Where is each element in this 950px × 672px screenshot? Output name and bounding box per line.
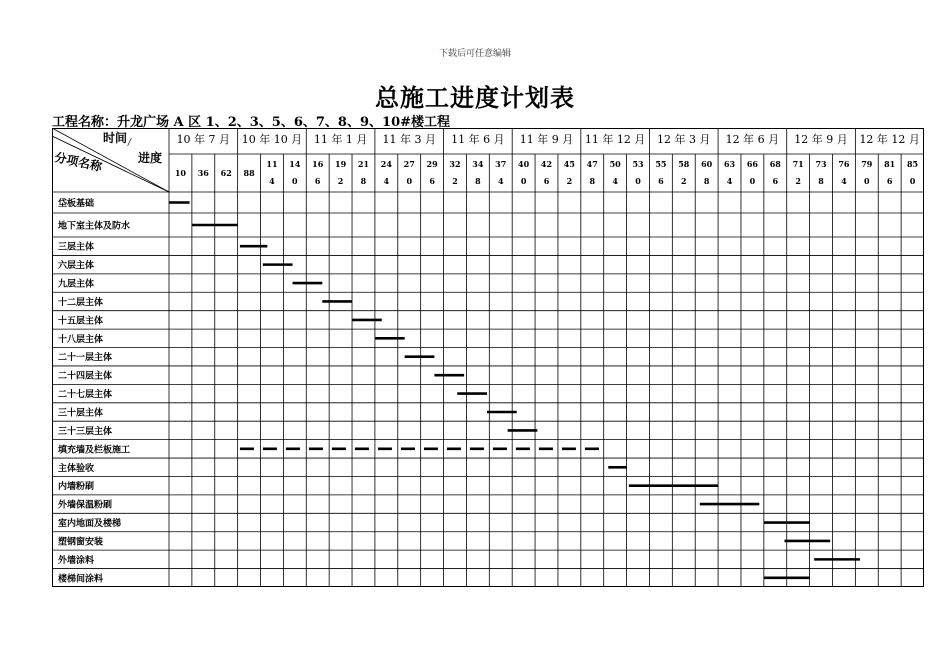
day-number-top: 85	[906, 159, 919, 169]
day-number-top: 34	[472, 159, 484, 169]
table-border	[53, 129, 924, 587]
day-number-bottom: 6	[429, 176, 435, 186]
day-number-bottom: 0	[909, 176, 916, 186]
page-title: 总施工进度计划表	[375, 83, 575, 112]
task-label: 九层主体	[58, 279, 95, 290]
day-number-top: 76	[838, 159, 850, 169]
day-number-bottom: 4	[497, 176, 504, 186]
project-name: 工程名称：升龙广场 A 区 1、2、3、5、6、7、8、9、10#楼工程	[52, 115, 451, 130]
day-number-top: 63	[723, 159, 736, 169]
day-number-top: 53	[632, 159, 644, 169]
day-number-bottom: 4	[383, 176, 390, 186]
day-number-bottom: 0	[749, 176, 756, 186]
day-number-bottom: 8	[475, 176, 481, 186]
day-number: 10	[174, 168, 187, 178]
schedule-table	[52, 128, 924, 587]
corner-item-label: 分项名称	[53, 150, 104, 174]
day-number-top: 50	[609, 159, 621, 169]
header-note: 下载后可任意编辑	[438, 49, 511, 59]
task-label: 外墙保温粉刷	[58, 500, 113, 511]
day-number-bottom: 6	[658, 176, 664, 186]
task-label: 十八层主体	[58, 334, 104, 345]
day-number-bottom: 6	[886, 176, 893, 186]
day-number-bottom: 6	[543, 176, 550, 186]
day-number-top: 55	[655, 159, 667, 169]
day-number-bottom: 4	[612, 176, 618, 186]
day-number-top: 71	[792, 159, 804, 169]
task-label: 二十四层主体	[58, 371, 113, 382]
month-label: 12 年 3 月	[657, 133, 711, 146]
day-number-bottom: 8	[818, 176, 824, 186]
day-number-bottom: 4	[841, 176, 847, 186]
task-label: 二十七层主体	[58, 390, 113, 401]
day-number-bottom: 4	[269, 176, 275, 186]
month-label: 12 年 6 月	[725, 133, 780, 146]
day-number-top: 14	[289, 159, 301, 169]
day-number-top: 32	[449, 159, 461, 169]
task-label: 塑钢窗安装	[58, 537, 104, 548]
day-number-top: 58	[678, 159, 690, 169]
day-number-bottom: 8	[703, 176, 710, 186]
day-number-top: 79	[861, 159, 873, 169]
month-label: 11 年 6 月	[451, 133, 505, 146]
task-label: 二十一层主体	[58, 353, 113, 364]
day-number-top: 60	[701, 159, 713, 169]
day-number-bottom: 4	[726, 176, 733, 186]
day-number-top: 47	[586, 159, 598, 169]
day-number-top: 27	[403, 159, 415, 169]
day-number-bottom: 0	[520, 176, 527, 186]
month-label: 11 年 9 月	[519, 133, 574, 146]
day-number-top: 24	[380, 159, 392, 169]
day-number-bottom: 2	[795, 176, 801, 186]
day-number-top: 37	[495, 159, 507, 169]
corner-progress-label: 进度	[138, 151, 163, 165]
day-number-top: 66	[746, 159, 758, 169]
month-label: 10 年 10 月	[241, 133, 303, 146]
day-number-top: 11	[266, 159, 278, 169]
day-number-bottom: 6	[772, 176, 779, 186]
task-label: 地下室主体及防水	[58, 221, 131, 232]
day-number: 88	[243, 168, 255, 178]
day-number-bottom: 0	[292, 176, 298, 186]
day-number-top: 21	[357, 159, 370, 169]
task-label: 主体验收	[58, 463, 95, 474]
day-number-top: 40	[518, 159, 530, 169]
task-label: 三层主体	[58, 242, 95, 253]
corner-time-label: 时间	[103, 131, 128, 145]
task-label: 外墙涂料	[58, 555, 95, 566]
task-label: 六层主体	[58, 261, 95, 272]
day-number-bottom: 8	[589, 176, 596, 186]
day-number-bottom: 2	[566, 176, 573, 186]
day-number: 62	[220, 168, 232, 178]
day-number-top: 45	[563, 159, 575, 169]
day-number-top: 29	[426, 159, 438, 169]
day-number-top: 81	[884, 159, 896, 169]
month-label: 11 年 3 月	[382, 133, 436, 146]
day-number-top: 73	[815, 159, 827, 169]
day-number-top: 42	[540, 159, 553, 169]
month-label: 10 年 7 月	[176, 133, 231, 146]
task-label: 十五层主体	[58, 316, 104, 327]
day-number-top: 16	[312, 159, 324, 169]
day-number-top: 68	[769, 159, 781, 169]
day-number: 36	[197, 168, 209, 178]
month-label: 12 年 12 月	[859, 133, 920, 146]
day-number-bottom: 2	[452, 176, 458, 186]
day-number-bottom: 2	[680, 176, 687, 186]
day-number-bottom: 0	[406, 176, 413, 186]
day-number-top: 19	[335, 159, 347, 169]
day-number-bottom: 8	[360, 176, 367, 186]
task-label: 三十层主体	[58, 408, 104, 419]
day-number-bottom: 0	[864, 176, 870, 186]
task-label: 十二层主体	[58, 297, 104, 308]
task-label: 垈板基础	[58, 199, 95, 209]
day-number-bottom: 0	[635, 176, 641, 186]
month-label: 11 年 12 月	[584, 133, 646, 146]
month-label: 11 年 1 月	[313, 133, 368, 146]
corner-time-suffix: /	[128, 138, 132, 148]
task-label: 内墙粉刷	[58, 482, 95, 493]
task-label: 填充墙及栏板施工	[58, 445, 131, 456]
day-number-bottom: 6	[314, 176, 321, 186]
task-label: 楼梯间涂料	[58, 574, 104, 585]
day-number-bottom: 2	[337, 176, 344, 186]
month-label: 12 年 9 月	[794, 133, 848, 146]
task-label: 室内地面及楼梯	[58, 519, 122, 530]
task-label: 三十三层主体	[58, 426, 113, 437]
